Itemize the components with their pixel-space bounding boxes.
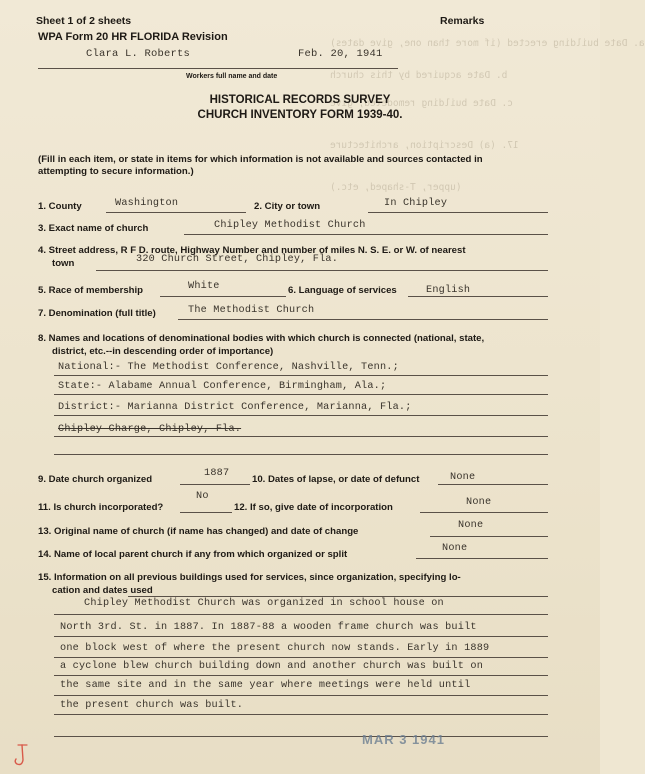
remarks-heading: Remarks	[440, 15, 485, 27]
buildings-label: 15. Information on all previous buildings used for services, since organization, specifying lo-	[38, 572, 461, 583]
bodies-label-2: district, etc.--in descending order of importance)	[52, 346, 274, 357]
race-label: 5. Race of membership	[38, 285, 144, 296]
race-line	[160, 296, 286, 297]
address-label: 4. Street address, R F D. route, Highway Number and number of miles N. S. E. or W. of nearest	[38, 245, 466, 256]
buildings-line	[54, 636, 548, 637]
buildings-text-line: a cyclone blew church building down and another church was built on	[60, 661, 484, 672]
original-name-line	[430, 536, 548, 537]
form-number: WPA Form 20 HR FLORIDA Revision	[38, 31, 228, 43]
incorporated-line	[180, 512, 232, 513]
address-label-town: town	[52, 258, 75, 269]
organized-line	[180, 484, 250, 485]
organized-label: 9. Date church organized	[38, 474, 153, 485]
church-name-line	[184, 234, 548, 235]
county-label: 1. County	[38, 201, 82, 212]
county-line	[106, 212, 246, 213]
original-name-value: None	[458, 520, 484, 531]
city-value: In Chipley	[384, 198, 448, 209]
buildings-line	[54, 714, 548, 715]
bodies-value-national: National:- The Methodist Conference, Nashville, Tenn.;	[58, 362, 399, 373]
denomination-value: The Methodist Church	[188, 305, 315, 316]
incorporation-date-value: None	[466, 497, 492, 508]
language-line	[408, 296, 548, 297]
instructions-line-2: attempting to secure information.)	[38, 166, 194, 177]
received-stamp: MAR 3 1941	[362, 732, 445, 747]
buildings-line	[54, 695, 548, 696]
buildings-line	[54, 657, 548, 658]
bodies-value-state: State:- Alabame Annual Conference, Birmingham, Ala.;	[58, 381, 387, 392]
bleed-through-text: b. Date acquired by this church	[330, 70, 508, 81]
bodies-line	[54, 454, 548, 455]
buildings-line	[54, 675, 548, 676]
city-line	[368, 212, 548, 213]
worker-line	[38, 68, 398, 69]
buildings-text-line: the present church was built.	[60, 700, 244, 711]
bleed-through-text: a. Date building erected (if more than one, give dates)	[330, 38, 645, 49]
bleed-through-text: 17. (a) Description, architecture	[330, 140, 519, 151]
lapse-value: None	[450, 472, 476, 483]
denomination-label: 7. Denomination (full title)	[38, 308, 156, 319]
parent-church-line	[416, 558, 548, 559]
parent-church-label: 14. Name of local parent church if any from which organized or split	[38, 549, 348, 560]
race-value: White	[188, 281, 220, 292]
church-name-value: Chipley Methodist Church	[214, 220, 366, 231]
buildings-text-line: one block west of where the present church now stands. Early in 1889	[60, 643, 490, 654]
organized-value: 1887	[204, 468, 230, 479]
worker-name: Clara L. Roberts	[86, 48, 191, 60]
buildings-line	[128, 596, 548, 597]
incorporated-label: 11. Is church incorporated?	[38, 502, 164, 513]
buildings-text-line: Chipley Methodist Church was organized in school house on	[84, 598, 444, 609]
address-value: 320 Church Street, Chipley, Fla.	[136, 254, 339, 265]
incorporation-date-label: 12. If so, give date of incorporation	[234, 502, 393, 513]
denomination-line	[178, 319, 548, 320]
language-label: 6. Language of services	[288, 285, 397, 296]
language-value: English	[426, 285, 471, 296]
buildings-label-2: cation and dates used	[52, 585, 153, 596]
lapse-label: 10. Dates of lapse, or date of defunct	[252, 474, 420, 485]
bodies-line	[54, 375, 548, 376]
worker-label: Workers full name and date	[186, 73, 278, 80]
bodies-value-struck: Chipley Charge, Chipley, Fla.	[58, 424, 242, 435]
buildings-line	[54, 614, 548, 615]
buildings-line	[54, 736, 548, 737]
original-name-label: 13. Original name of church (if name has changed) and date of change	[38, 526, 359, 537]
incorporated-value: No	[196, 491, 209, 502]
bodies-value-district: District:- Marianna District Conference, Marianna, Fla.;	[58, 402, 412, 413]
buildings-text-line: the same site and in the same year where meetings were held until	[60, 680, 471, 691]
church-name-label: 3. Exact name of church	[38, 223, 149, 234]
worker-date: Feb. 20, 1941	[298, 48, 383, 60]
form-title: HISTORICAL RECORDS SURVEY	[209, 94, 391, 106]
city-label: 2. City or town	[254, 201, 321, 212]
incorporation-date-line	[420, 512, 548, 513]
bodies-line	[54, 436, 548, 437]
form-subtitle: CHURCH INVENTORY FORM 1939-40.	[197, 109, 403, 121]
lapse-line	[438, 484, 548, 485]
sheet-count: Sheet 1 of 2 sheets	[36, 15, 132, 27]
red-pencil-mark	[12, 742, 34, 768]
bodies-line	[54, 415, 548, 416]
bleed-through-text: (upper, T-shaped, etc.)	[330, 182, 462, 193]
parent-church-value: None	[442, 543, 468, 554]
instructions-line-1: (Fill in each item, or state in items for which information is not available and sources contacted in	[38, 154, 483, 165]
bodies-label: 8. Names and locations of denominational bodies with which church is connected (national, state,	[38, 333, 485, 344]
buildings-text-line: North 3rd. St. in 1887. In 1887-88 a wooden frame church was built	[60, 622, 477, 633]
bleed-through-text: c. Date building remodeled, give	[330, 98, 514, 109]
county-value: Washington	[115, 198, 179, 209]
bodies-line	[54, 394, 548, 395]
address-line	[96, 270, 548, 271]
